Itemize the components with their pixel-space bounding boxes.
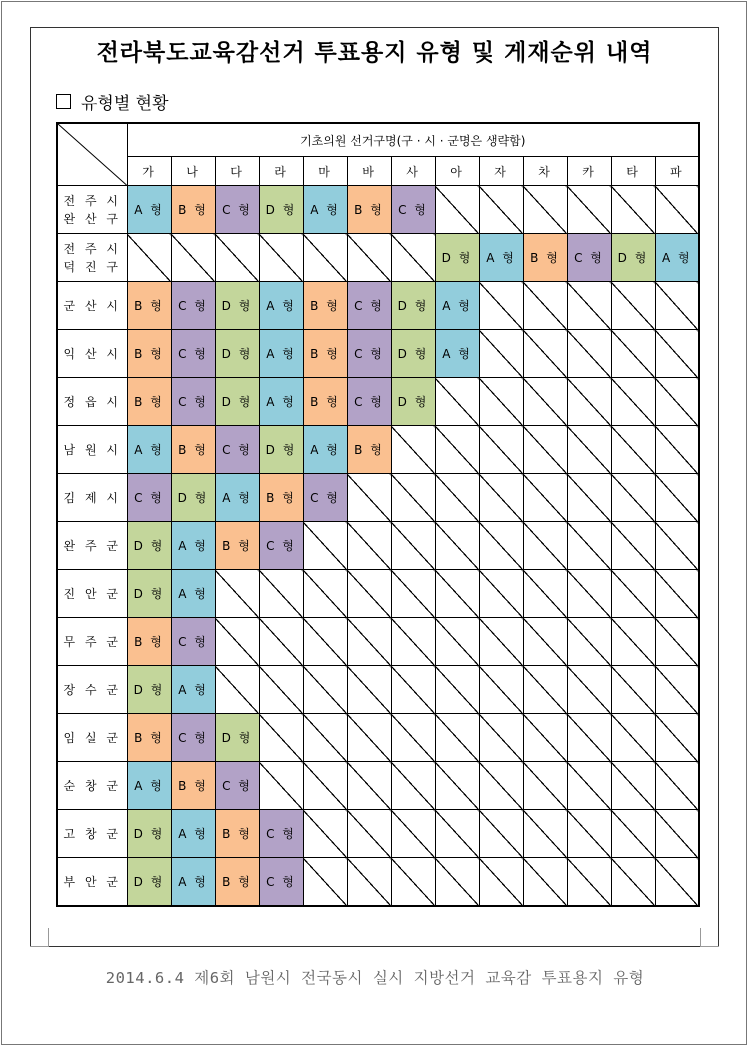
empty-diagonal-cell [567,330,611,378]
table-row [57,378,699,426]
empty-diagonal-cell [435,810,479,858]
empty-diagonal-cell [567,762,611,810]
empty-diagonal-cell [259,234,303,282]
checkbox-icon [56,94,71,109]
type-cell: C 형 [259,858,303,907]
type-cell: B 형 [347,426,391,474]
empty-diagonal-cell [523,426,567,474]
table-row [57,666,699,714]
empty-diagonal-cell [391,234,435,282]
empty-diagonal-cell [479,474,523,522]
empty-diagonal-cell [523,858,567,907]
type-cell: A 형 [259,282,303,330]
type-cell: C 형 [391,186,435,234]
empty-diagonal-cell [655,618,699,666]
empty-diagonal-cell [611,282,655,330]
type-cell: A 형 [127,762,171,810]
type-cell: B 형 [127,378,171,426]
empty-diagonal-cell [611,186,655,234]
row-label [57,714,127,762]
type-cell: B 형 [127,618,171,666]
column-header: 마 [303,157,347,186]
column-header: 나 [171,157,215,186]
table-row [57,570,699,618]
type-cell: C 형 [127,474,171,522]
empty-diagonal-cell [479,522,523,570]
empty-diagonal-cell [567,570,611,618]
type-cell: D 형 [259,186,303,234]
empty-diagonal-cell [347,522,391,570]
empty-diagonal-cell [523,378,567,426]
type-cell: A 형 [303,426,347,474]
table-row [57,522,699,570]
empty-diagonal-cell [611,858,655,907]
type-cell: D 형 [215,378,259,426]
empty-diagonal-cell [347,618,391,666]
row-label [57,522,127,570]
column-header: 바 [347,157,391,186]
row-label-line: 장 수 군 [63,682,121,697]
empty-diagonal-cell [303,234,347,282]
empty-diagonal-cell [479,282,523,330]
empty-diagonal-cell [567,378,611,426]
type-cell: C 형 [215,762,259,810]
empty-diagonal-cell [479,330,523,378]
row-label [57,570,127,618]
row-label [57,618,127,666]
table-row [57,762,699,810]
table-row [57,810,699,858]
type-cell: D 형 [215,282,259,330]
table-row [57,474,699,522]
empty-diagonal-cell [567,522,611,570]
empty-diagonal-cell [303,618,347,666]
row-label-line: 정 읍 시 [63,394,121,409]
empty-diagonal-cell [435,666,479,714]
type-cell: C 형 [171,714,215,762]
empty-diagonal-cell [391,474,435,522]
empty-diagonal-cell [611,810,655,858]
type-cell: A 형 [435,330,479,378]
empty-diagonal-cell [567,426,611,474]
type-cell: B 형 [303,282,347,330]
column-header: 아 [435,157,479,186]
row-label [57,426,127,474]
empty-diagonal-cell [303,570,347,618]
type-cell: B 형 [171,426,215,474]
type-cell: C 형 [347,330,391,378]
empty-diagonal-cell [127,234,171,282]
type-cell: C 형 [259,810,303,858]
section-heading [56,89,169,114]
empty-diagonal-cell [215,666,259,714]
empty-diagonal-cell [655,570,699,618]
empty-diagonal-cell [655,762,699,810]
row-label-line: 완 산 구 [63,211,121,226]
table-row [57,426,699,474]
empty-diagonal-cell [435,618,479,666]
empty-diagonal-cell [391,858,435,907]
empty-diagonal-cell [611,522,655,570]
empty-diagonal-cell [479,858,523,907]
type-cell: B 형 [215,522,259,570]
empty-diagonal-cell [391,618,435,666]
type-cell: D 형 [215,714,259,762]
table-row [57,234,699,282]
row-label [57,378,127,426]
empty-diagonal-cell [391,810,435,858]
empty-diagonal-cell [523,618,567,666]
empty-diagonal-cell [303,858,347,907]
table-row [57,618,699,666]
row-label-line: 남 원 시 [63,442,121,457]
type-cell: B 형 [171,186,215,234]
empty-diagonal-cell [567,186,611,234]
type-cell: D 형 [127,810,171,858]
crop-mark [700,928,719,947]
empty-diagonal-cell [611,426,655,474]
empty-diagonal-cell [347,474,391,522]
type-cell: C 형 [171,282,215,330]
type-cell: B 형 [259,474,303,522]
row-label [57,666,127,714]
empty-diagonal-cell [479,810,523,858]
empty-diagonal-cell [347,858,391,907]
empty-diagonal-cell [611,330,655,378]
empty-diagonal-cell [303,522,347,570]
empty-diagonal-cell [259,762,303,810]
empty-diagonal-cell [391,762,435,810]
table-row [57,330,699,378]
empty-diagonal-cell [479,618,523,666]
empty-diagonal-cell [611,762,655,810]
empty-diagonal-cell [567,858,611,907]
empty-diagonal-cell [523,810,567,858]
column-header: 타 [611,157,655,186]
table-row [57,858,699,907]
empty-diagonal-cell [567,474,611,522]
type-cell: B 형 [523,234,567,282]
type-cell: C 형 [303,474,347,522]
empty-diagonal-cell [435,186,479,234]
image-caption: 2014.6.4 제6회 남원시 전국동시 실시 지방선거 교육감 투표용지 유형 [105,969,645,987]
empty-diagonal-cell [347,762,391,810]
column-header: 차 [523,157,567,186]
type-cell: A 형 [435,282,479,330]
type-cell: B 형 [347,186,391,234]
type-cell: C 형 [347,282,391,330]
empty-diagonal-cell [523,666,567,714]
empty-diagonal-cell [655,714,699,762]
type-cell: A 형 [259,330,303,378]
empty-diagonal-cell [655,474,699,522]
type-cell: B 형 [127,282,171,330]
type-cell: A 형 [303,186,347,234]
empty-diagonal-cell [523,762,567,810]
type-cell: A 형 [171,522,215,570]
type-cell: C 형 [259,522,303,570]
table-row [57,186,699,234]
type-cell: A 형 [171,858,215,907]
type-cell: D 형 [391,282,435,330]
empty-diagonal-cell [259,714,303,762]
row-label-line: 완 주 군 [63,538,121,553]
empty-diagonal-cell [567,282,611,330]
empty-diagonal-cell [259,618,303,666]
ballot-type-table [56,122,700,907]
row-label [57,474,127,522]
empty-diagonal-cell [611,474,655,522]
empty-diagonal-cell [303,762,347,810]
type-cell: D 형 [215,330,259,378]
empty-diagonal-cell [215,570,259,618]
empty-diagonal-cell [611,618,655,666]
empty-diagonal-cell [347,810,391,858]
empty-diagonal-cell [479,714,523,762]
type-cell: D 형 [171,474,215,522]
type-cell: A 형 [479,234,523,282]
crop-mark [30,928,49,947]
type-cell: C 형 [215,426,259,474]
type-cell: C 형 [347,378,391,426]
type-cell: A 형 [171,666,215,714]
table-header-district: 기초의원 선거구명(구 · 시 · 군명은 생략함) [127,123,699,157]
empty-diagonal-cell [655,666,699,714]
empty-diagonal-cell [479,378,523,426]
type-cell: D 형 [127,570,171,618]
empty-diagonal-cell [435,378,479,426]
row-label-line: 김 제 시 [63,490,121,505]
empty-diagonal-cell [655,330,699,378]
empty-diagonal-cell [435,570,479,618]
column-header: 사 [391,157,435,186]
type-cell: A 형 [127,186,171,234]
type-cell: D 형 [611,234,655,282]
type-cell: B 형 [303,330,347,378]
type-cell: C 형 [567,234,611,282]
type-cell: D 형 [127,522,171,570]
empty-diagonal-cell [391,426,435,474]
empty-diagonal-cell [347,666,391,714]
empty-diagonal-cell [611,666,655,714]
type-cell: D 형 [259,426,303,474]
empty-diagonal-cell [171,234,215,282]
empty-diagonal-cell [435,522,479,570]
type-cell: B 형 [127,714,171,762]
empty-diagonal-cell [523,522,567,570]
type-cell: A 형 [171,570,215,618]
type-cell: D 형 [127,666,171,714]
empty-diagonal-cell [655,282,699,330]
row-label [57,282,127,330]
empty-diagonal-cell [391,522,435,570]
type-cell: C 형 [171,330,215,378]
column-header: 라 [259,157,303,186]
row-label [57,234,127,282]
type-cell: B 형 [303,378,347,426]
type-cell: A 형 [655,234,699,282]
empty-diagonal-cell [435,426,479,474]
empty-diagonal-cell [523,570,567,618]
empty-diagonal-cell [567,666,611,714]
empty-diagonal-cell [567,618,611,666]
empty-diagonal-cell [391,570,435,618]
empty-diagonal-cell [523,330,567,378]
empty-diagonal-cell [479,762,523,810]
column-header: 다 [215,157,259,186]
type-cell: B 형 [215,810,259,858]
empty-diagonal-cell [391,714,435,762]
empty-diagonal-cell [479,186,523,234]
row-label-line: 덕 진 구 [63,259,121,274]
column-header: 가 [127,157,171,186]
type-cell: A 형 [259,378,303,426]
type-cell: B 형 [171,762,215,810]
type-cell: C 형 [171,378,215,426]
empty-diagonal-cell [391,666,435,714]
empty-diagonal-cell [347,714,391,762]
empty-diagonal-cell [523,714,567,762]
row-label-line: 전 주 시 [63,241,121,256]
row-label-line: 군 산 시 [63,298,121,313]
empty-diagonal-cell [479,666,523,714]
empty-diagonal-cell [435,858,479,907]
empty-diagonal-cell [259,666,303,714]
type-cell: C 형 [171,618,215,666]
row-label [57,762,127,810]
row-label-line: 부 안 군 [63,874,121,889]
row-label [57,330,127,378]
empty-diagonal-cell [215,618,259,666]
empty-diagonal-cell [215,234,259,282]
empty-diagonal-cell [479,570,523,618]
empty-diagonal-cell [303,666,347,714]
empty-diagonal-cell [523,186,567,234]
empty-diagonal-cell [655,522,699,570]
table-row [57,282,699,330]
empty-diagonal-cell [303,810,347,858]
column-header: 자 [479,157,523,186]
row-label-line: 고 창 군 [63,826,121,841]
empty-diagonal-cell [347,570,391,618]
empty-diagonal-cell [655,858,699,907]
row-label [57,810,127,858]
empty-diagonal-cell [435,714,479,762]
column-header: 파 [655,157,699,186]
type-cell: D 형 [391,378,435,426]
section-label: 유형별 현황 [81,94,169,114]
row-label-line: 임 실 군 [63,730,121,745]
empty-diagonal-cell [567,810,611,858]
empty-diagonal-cell [303,714,347,762]
row-label [57,858,127,907]
type-cell: A 형 [127,426,171,474]
empty-diagonal-cell [523,474,567,522]
empty-diagonal-cell [479,426,523,474]
empty-diagonal-cell [567,714,611,762]
column-header: 카 [567,157,611,186]
type-cell: D 형 [127,858,171,907]
empty-diagonal-cell [655,378,699,426]
empty-diagonal-cell [611,714,655,762]
empty-diagonal-cell [655,426,699,474]
row-label-line: 무 주 군 [63,634,121,649]
type-cell: C 형 [215,186,259,234]
row-label-line: 진 안 군 [63,586,121,601]
empty-diagonal-cell [655,810,699,858]
row-label-line: 익 산 시 [63,346,121,361]
corner-diagonal-cell [57,123,127,186]
type-cell: A 형 [215,474,259,522]
empty-diagonal-cell [347,234,391,282]
row-label-line: 순 창 군 [63,778,121,793]
empty-diagonal-cell [611,378,655,426]
page-title: 전라북도교육감선거 투표용지 유형 및 게재순위 내역 [96,39,653,66]
empty-diagonal-cell [655,186,699,234]
type-cell: D 형 [435,234,479,282]
type-cell: B 형 [127,330,171,378]
type-cell: D 형 [391,330,435,378]
empty-diagonal-cell [611,570,655,618]
empty-diagonal-cell [435,762,479,810]
type-cell: B 형 [215,858,259,907]
table-row [57,714,699,762]
empty-diagonal-cell [259,570,303,618]
row-label [57,186,127,234]
row-label-line: 전 주 시 [63,193,121,208]
empty-diagonal-cell [435,474,479,522]
type-cell: A 형 [171,810,215,858]
empty-diagonal-cell [523,282,567,330]
